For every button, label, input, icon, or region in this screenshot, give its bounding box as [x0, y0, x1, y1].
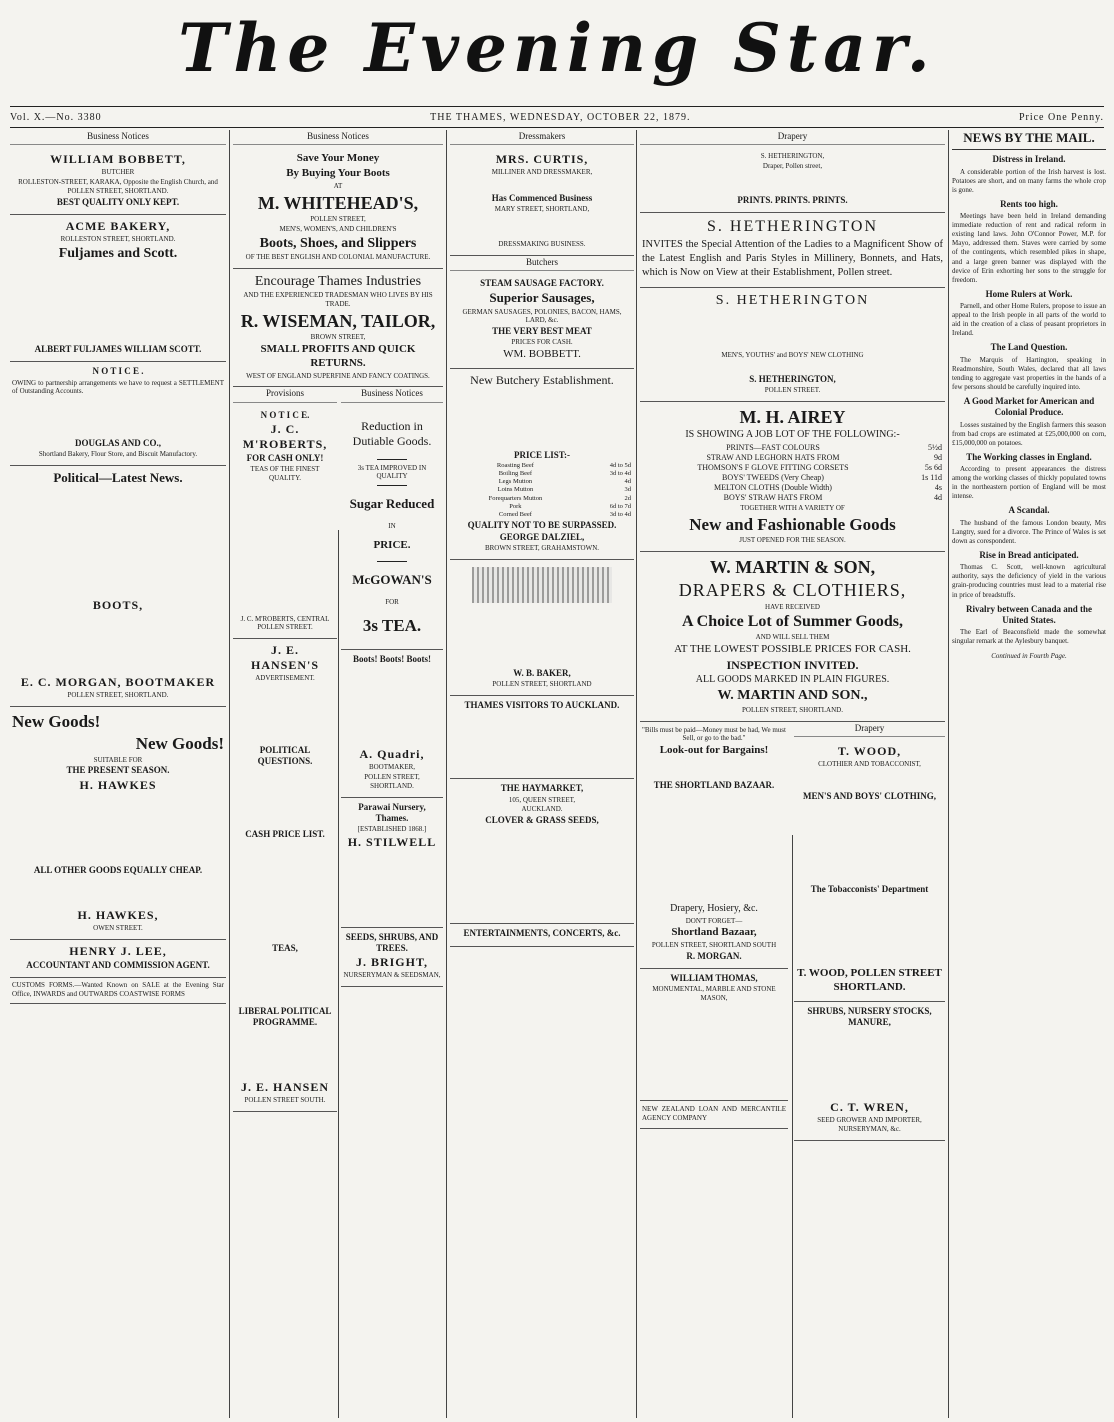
mcgowan-heading: Reduction in Dutiable Goods. — [352, 418, 432, 448]
haymarket-name: THE HAYMARKET, — [500, 783, 584, 794]
continued-note: Continued in Fourth Page. — [991, 652, 1067, 661]
bazaar-look: Look-out for Bargains! — [659, 744, 769, 757]
news-item-heading: Rivalry between Canada and the United States. — [965, 603, 1092, 625]
price-row — [452, 470, 632, 478]
heth3-address: POLLEN STREET. — [764, 386, 821, 395]
heth2-invite: INVITES the Special Attention of the Ladies to a Magnificent Show of the Latest English and Paris Styles in Millinery, Bonnets, and Hats, which is Now on View at their Establishment, Pollen street. — [642, 239, 943, 279]
hansen-intro — [235, 684, 335, 744]
price-value: 2d — [624, 494, 631, 502]
ad-sausage-factory — [450, 274, 634, 369]
new-goods-line1: New Goods! — [12, 712, 101, 731]
hawkes-signature: H. HAWKES, — [77, 907, 159, 922]
wiseman-cloth: WEST OF ENGLAND SUPERFINE AND FANCY COATINGS. — [246, 371, 430, 380]
heth3-body2 — [642, 361, 943, 373]
price-value: 1s 11d — [921, 472, 942, 482]
news-item-heading: Distress in Ireland. — [992, 154, 1066, 165]
price-item: Boiling Beef — [498, 470, 533, 478]
airey-name: M. H. AIREY — [739, 406, 846, 427]
news-item-body: Thomas C. Scott, well-known agricultural authority, says the deficiency of yield in the various grain-producing countries must lead to a material rise in price of breadstuffs. — [952, 563, 1106, 599]
column-4 — [640, 130, 945, 1418]
hansen-name: J. E. HANSEN'S — [250, 643, 320, 672]
ad-dalziel — [450, 369, 634, 560]
price-value: 3d to 4d — [609, 470, 631, 478]
whitehead-line1: Save Your Money — [296, 152, 380, 165]
ad-address: ROLLESTON STREET, SHORTLAND. — [60, 234, 176, 243]
notice-firm: DOUGLAS AND CO., — [74, 438, 161, 448]
roberts-teas: TEAS OF THE FINEST QUALITY. — [250, 465, 320, 482]
haymarket-seeds: CLOVER & GRASS SEEDS, — [485, 815, 599, 826]
ad-quadri — [341, 650, 443, 798]
quadri-address: POLLEN STREET, SHORTLAND. — [364, 773, 420, 790]
ad-bright — [341, 928, 443, 987]
horse-buggy-illustration — [472, 567, 612, 603]
price-item: STRAW AND LEGHORN HATS FROM — [706, 452, 840, 462]
section-heading: Provisions — [233, 387, 337, 402]
thomas-name: WILLIAM THOMAS, — [670, 973, 758, 984]
ad-trade: BUTCHER — [101, 168, 135, 177]
airey-line: IS SHOWING A JOB LOT OF THE FOLLOWING:- — [685, 429, 900, 441]
wood-name: T. WOOD, — [837, 743, 902, 758]
wren-name: C. T. WREN, — [830, 1100, 909, 1115]
news-item-body: Losses sustained by the English farmers this season from bad crops are estimated at £25,000,000 on corn, £15,000,000 on potatoes. — [952, 420, 1106, 447]
ad-firm: Fuljames and Scott. — [58, 245, 178, 261]
dalziel-heading: New Butchery Establishment. — [470, 372, 614, 387]
hawkes-address: OWEN STREET. — [93, 923, 143, 932]
mcgowan-tea3: 3s TEA. — [362, 615, 422, 635]
news-item-heading: A Good Market for American and Colonial Produce. — [963, 396, 1095, 418]
column-2-lower — [233, 387, 443, 1112]
section-heading: Dressmakers — [450, 130, 634, 145]
price-row — [452, 503, 632, 511]
heth1-name: S. HETHERINGTON, — [760, 152, 825, 161]
news-list — [952, 154, 1106, 646]
column-1 — [10, 130, 226, 1418]
price-row — [642, 463, 943, 473]
hawkes-list — [12, 794, 224, 864]
hawkes-ps — [12, 877, 224, 907]
ad-lee — [10, 940, 226, 978]
mcgowan-for: FOR — [385, 598, 399, 606]
curtis-prof: DRESSMAKING BUSINESS. — [498, 240, 586, 248]
price-row — [452, 511, 632, 519]
news-item-body: According to present appearances the distress among the working classes of thickly populated towns in the northeastern portion of England will be most intense. — [952, 465, 1106, 501]
price-item: Roasting Beef — [496, 462, 534, 469]
martin-prices: AT THE LOWEST POSSIBLE PRICES FOR CASH. — [674, 643, 911, 656]
heth1-body — [642, 172, 943, 194]
news-item-heading: Home Rulers at Work. — [985, 288, 1073, 299]
separator — [377, 561, 407, 562]
price-value: 4s — [934, 482, 942, 492]
bazaar-list — [642, 792, 786, 902]
hansen-teas: TEAS, — [272, 942, 298, 953]
martin-marked: ALL GOODS MARKED IN PLAIN FIGURES. — [695, 673, 890, 685]
martin-signature: W. MARTIN AND SON., — [717, 688, 868, 704]
ad-tagline: BEST QUALITY ONLY KEPT. — [56, 196, 180, 207]
ad-wiseman — [233, 269, 443, 388]
business-notices-column — [341, 387, 443, 1112]
ad-thomas — [640, 969, 788, 1101]
provisions-column — [233, 387, 337, 1112]
haymarket-city: AUCKLAND. — [521, 805, 563, 814]
wiseman-street: BROWN STREET, — [310, 333, 366, 342]
ad-bobbett — [10, 148, 226, 215]
bazaar-intro — [642, 759, 786, 779]
hansen-signature: J. E. HANSEN — [240, 1080, 329, 1095]
curtis-start: Has Commenced Business — [491, 193, 593, 203]
dalziel-quality: QUALITY NOT TO BE SURPASSED. — [467, 519, 617, 530]
separator — [377, 459, 407, 460]
news-item-body: Parnell, and other Home Rulers, propose to issue an appeal to the Irish people in all parts of the world to aid in the creation of a class of peasant proprietors in Ireland. — [952, 302, 1106, 338]
ad-wood — [794, 740, 945, 1002]
price-item: Corned Beef — [498, 510, 532, 518]
visitors-heading: THAMES VISITORS TO AUCKLAND. — [464, 700, 620, 711]
notice-filler — [12, 397, 224, 437]
whitehead-sub: OF THE BEST ENGLISH AND COLONIAL MANUFACTURE. — [245, 253, 431, 261]
price-row — [642, 443, 943, 453]
wood-body3 — [796, 896, 943, 966]
news-item-heading: Rise in Bread anticipated. — [979, 549, 1079, 560]
wood-body2 — [796, 803, 943, 883]
news-heading: NEWS BY THE MAIL. — [952, 130, 1106, 150]
wood-column — [794, 722, 945, 1141]
news-item-body: The Marquis of Hartington, speaking in Readmonshire, South Wales, declared that all laws tending to aggregate vast properties in the hands of a few persons should be carefully inquired into. — [952, 355, 1106, 391]
curtis-name: MRS. CURTIS, — [495, 152, 589, 167]
price-value: 3d — [624, 486, 631, 494]
masthead — [0, 0, 1114, 96]
political-heading: Political—Latest News. — [53, 470, 183, 485]
sausage-heading: STEAM SAUSAGE FACTORY. — [480, 278, 604, 288]
news-item-body: The Earl of Beaconsfield made the somewhat singular remark at the Aylesbury banquet. — [952, 628, 1106, 646]
ad-wren — [794, 1002, 945, 1141]
sausage-cash: PRICES FOR CASH. — [511, 338, 573, 347]
price-list-table — [452, 462, 632, 519]
price-row — [642, 493, 943, 503]
dalziel-name: GEORGE DALZIEL, — [499, 532, 585, 543]
price-row — [452, 462, 632, 470]
bright-name: J. BRIGHT, — [355, 955, 429, 970]
dalziel-address: BROWN STREET, GRAHAMSTOWN. — [484, 544, 600, 553]
price-row — [642, 483, 943, 493]
martin-received: HAVE RECEIVED — [765, 602, 820, 611]
ad-bazaar — [640, 722, 788, 970]
price-item: BOYS' STRAW HATS FROM — [723, 492, 823, 502]
wren-body — [796, 1029, 943, 1099]
price-item: PRINTS—FAST COLOURS — [726, 442, 820, 452]
ad-curtis — [450, 148, 634, 256]
whitehead-name: M. WHITEHEAD'S, — [257, 192, 419, 213]
airey-together: TOGETHER WITH A VARIETY OF — [740, 503, 845, 512]
price-value: 4d — [624, 478, 631, 486]
wood-clothing: MEN'S AND BOYS' CLOTHING, — [802, 790, 937, 801]
airey-opened: JUST OPENED FOR THE SEASON. — [739, 535, 846, 544]
bazaar-quote: "Bills must be paid—Money must be had, We must Sell, or go to the bad." — [642, 725, 786, 743]
heth3-body — [642, 310, 943, 350]
whitehead-at: AT — [333, 181, 343, 190]
wiseman-motto: SMALL PROFITS AND QUICK RETURNS. — [260, 343, 416, 369]
heth1-role: Draper, Pollen street, — [762, 162, 823, 170]
nursery-heading: Parawai Nursery, Thames. — [358, 801, 426, 823]
bright-heading: SEEDS, SHRUBS, AND TREES. — [345, 931, 439, 953]
column-4-lower — [640, 722, 945, 1141]
boots-body — [12, 614, 224, 674]
curtis-address: MARY STREET, SHORTLAND, — [494, 205, 590, 214]
column-5-news — [952, 130, 1106, 1418]
mcgowan-name: McGOWAN'S — [352, 571, 432, 587]
price-row — [642, 473, 943, 483]
hansen-cpl: CASH PRICE LIST. — [245, 829, 325, 840]
mcgowan-price: PRICE. — [373, 539, 411, 551]
thomas-body — [642, 1004, 786, 1094]
price-value: 4d — [934, 492, 942, 502]
hansen-address: POLLEN STREET SOUTH. — [244, 1096, 326, 1105]
hansen-pq: POLITICAL QUESTIONS. — [257, 744, 313, 766]
ad-notice — [10, 362, 226, 466]
bright-role: NURSERYMAN & SEEDSMAN, — [343, 971, 441, 980]
news-item-body: The husband of the famous London beauty, Mrs Langtry, sued for a divorce. The Prince of Wales is set down as corespondent. — [952, 518, 1106, 545]
price-item: Loins Mutton — [497, 486, 534, 494]
political-body — [12, 487, 224, 597]
dateline-bar — [10, 106, 1104, 128]
quadri-boots: Boots! Boots! Boots! — [353, 654, 431, 664]
bazaar-short: Shortland Bazaar, — [671, 926, 757, 939]
price-value: 6d to 7d — [609, 502, 631, 510]
haymarket-list — [452, 827, 632, 917]
hawkes-name: H. HAWKES — [79, 777, 157, 792]
new-goods-sub: SUITABLE FOR — [93, 755, 143, 764]
bazaar-column — [640, 722, 788, 1141]
separator — [377, 485, 407, 486]
news-item-body: Meetings have been held in Ireland demanding immediate reduction of rent and radical reform in existing land laws. John O'Connor Power, M.P. for Mayo, addressed them. Staves were carried by some of the contingents, which resembled pikes in shape, and a large green banner was displayed with the device of Erin exhorting her sons to the struggle for freedom. — [952, 212, 1106, 284]
wiseman-sub: AND THE EXPERIENCED TRADESMAN WHO LIVES BY HIS TRADE. — [243, 291, 433, 308]
section-heading: Drapery — [794, 722, 945, 737]
section-heading: Drapery — [640, 130, 945, 145]
baker-address: POLLEN STREET, SHORTLAND — [492, 680, 592, 689]
nursery-body — [343, 851, 441, 921]
ad-address: ROLLESTON-STREET, KARAKA, Opposite the English Church, and POLLEN STREET, SHORTLAND. — [18, 178, 218, 195]
hansen-lpp: LIBERAL POLITICAL PROGRAMME. — [238, 1005, 332, 1027]
bazaar-signature: R. MORGAN. — [686, 950, 742, 961]
baker-body — [452, 607, 632, 667]
quadri-name: A. Quadri, — [359, 747, 425, 762]
section-heading: Business Notices — [341, 387, 443, 402]
new-goods-season: THE PRESENT SEASON. — [66, 765, 170, 776]
price-row — [642, 453, 943, 463]
nursery-name: H. STILWELL — [347, 834, 437, 849]
ad-political — [10, 466, 226, 707]
column-rule — [948, 130, 949, 1418]
news-item-body: A considerable portion of the Irish harvest is lost. Potatoes are short, and on many farms the whole crop is gone. — [952, 167, 1106, 194]
price-value: 4d to 5d — [609, 462, 631, 469]
ad-hetherington-1 — [640, 148, 945, 213]
mcgowan-in: IN — [388, 522, 396, 531]
price-item: Legs Mutton — [498, 478, 533, 486]
ad-hetherington-3 — [640, 288, 945, 402]
mcgowan-tea: 3s TEA IMPROVED IN QUALITY — [357, 463, 427, 481]
price-row — [452, 486, 632, 494]
wood-body — [796, 770, 943, 790]
baker-name: W. B. BAKER, — [513, 668, 571, 679]
wood-tobacco: The Tobacconists' Department — [810, 883, 929, 894]
sausage-meat: THE VERY BEST MEAT — [492, 326, 592, 336]
ad-baker — [450, 560, 634, 696]
price-value: 5½d — [928, 442, 942, 452]
notice-address: Shortland Bakery, Flour Store, and Biscuit Manufactory. — [38, 450, 198, 459]
notice-body: OWING to partnership arrangements we have to request a SETTLEMENT of Outstanding Accounts. — [12, 378, 224, 396]
section-heading: Butchers — [450, 256, 634, 271]
martin-sell: AND WILL SELL THEM — [755, 633, 830, 642]
hansen-sub: ADVERTISEMENT. — [255, 674, 315, 682]
hansen-lpp-body — [235, 1029, 335, 1079]
bazaar-forget: DON'T FORGET— — [685, 916, 743, 925]
ad-hansen — [233, 639, 337, 1112]
visitors-body — [452, 712, 632, 772]
wren-role: SEED GROWER AND IMPORTER, NURSERYMAN, &c. — [817, 1116, 922, 1133]
martin-inspection: INSPECTION INVITED. — [726, 657, 859, 672]
boots-heading: BOOTS, — [92, 598, 144, 613]
ad-customs-forms: CUSTOMS FORMS.—Wanted Known on SALE at the Evening Star Office, INWARDS and OUTWARDS COASTWISE FORMS — [10, 978, 226, 1005]
column-rule — [446, 130, 447, 1418]
news-item-heading: The Land Question. — [990, 342, 1068, 353]
ad-whitehead — [233, 148, 443, 269]
price-item: Pork — [509, 502, 522, 510]
ad-name: WILLIAM BOBBETT, — [50, 152, 186, 167]
lee-role: ACCOUNTANT AND COMMISSION AGENT. — [26, 959, 210, 970]
roberts-cash: FOR CASH ONLY! — [246, 452, 324, 463]
news-item-heading: The Working classes in England. — [966, 451, 1092, 462]
issue-date: THE THAMES, WEDNESDAY, OCTOBER 22, 1879. — [430, 111, 691, 123]
wood-shortland: T. WOOD, POLLEN STREET SHORTLAND. — [797, 967, 942, 993]
wiseman-heading: Encourage Thames Industries — [254, 273, 422, 289]
price-row — [452, 478, 632, 486]
price-item: BOYS' TWEEDS (Very Cheap) — [722, 472, 824, 482]
morgan-address: POLLEN STREET, SHORTLAND. — [67, 691, 169, 700]
heth2-name: S. HETHERINGTON — [706, 218, 879, 235]
ad-new-goods — [10, 707, 226, 940]
whitehead-line2: By Buying Your Boots — [286, 167, 390, 179]
martin-role: DRAPERS & CLOTHIERS, — [678, 580, 907, 601]
thomas-role: MONUMENTAL, MARBLE AND STONE MASON, — [652, 985, 776, 1003]
news-item-heading: Rents too high. — [1000, 198, 1058, 209]
morgan-name: E. C. MORGAN, BOOTMAKER — [20, 675, 216, 690]
mcgowan-sugar: Sugar Reduced — [349, 496, 435, 511]
ad-mcgowan — [341, 406, 443, 651]
whitehead-stock: MEN'S, WOMEN'S, AND CHILDREN'S — [279, 224, 397, 233]
heth3-clothing: MEN'S, YOUTHS' and BOYS' NEW CLOTHING — [721, 351, 864, 360]
nz-loan-heading: NEW ZEALAND LOAN AND MERCANTILE AGENCY COMPANY — [642, 1104, 786, 1122]
column-rule — [636, 130, 637, 1418]
hansen-cpl-body — [235, 842, 335, 942]
airey-goods: New and Fashionable Goods — [689, 514, 896, 534]
whitehead-goods: Boots, Shoes, and Slippers — [259, 235, 417, 251]
curtis-role: MILLINER AND DRESSMAKER, — [491, 168, 593, 177]
price-value: 5s 6d — [924, 462, 942, 472]
quadri-trade: BOOTMAKER, — [368, 763, 416, 772]
heth1-prints: PRINTS. PRINTS. PRINTS. — [737, 194, 848, 205]
ad-roberts — [233, 406, 337, 640]
airey-price-table — [642, 443, 943, 503]
ad-visitors — [450, 696, 634, 779]
martin-address: POLLEN STREET, SHORTLAND. — [742, 705, 843, 714]
roberts-name: J. C. M'ROBERTS, — [242, 421, 328, 451]
dalziel-body — [452, 389, 632, 449]
martin-name: W. MARTIN & SON, — [709, 556, 876, 577]
price-item: MELTON CLOTHS (Double Width) — [713, 482, 832, 492]
sausage-items: GERMAN SAUSAGES, POLONIES, BACON, HAMS, LARD, &c. — [462, 307, 622, 325]
entertain-heading: ENTERTAINMENTS, CONCERTS, &c. — [463, 928, 621, 939]
wiseman-name: R. WISEMAN, TAILOR, — [240, 310, 436, 331]
ad-entertainments — [450, 924, 634, 946]
hansen-pq-body — [235, 768, 335, 828]
section-heading: Business Notices — [233, 130, 443, 145]
hansen-teas-body — [235, 955, 335, 1005]
ad-signature: ALBERT FULJAMES WILLIAM SCOTT. — [34, 344, 202, 354]
ad-nz-loan — [640, 1101, 788, 1130]
wood-role: CLOTHIER AND TOBACCONIST, — [818, 759, 921, 768]
wren-heading: SHRUBS, NURSERY STOCKS, MANURE, — [807, 1005, 932, 1027]
ad-nursery — [341, 798, 443, 928]
heth3-name: S. HETHERINGTON — [715, 292, 870, 308]
volume-number: Vol. X.—No. 3380 — [10, 111, 102, 123]
ad-haymarket — [450, 779, 634, 924]
price-item: THOMSON'S F GLOVE FITTING CORSETS — [697, 462, 849, 472]
heth3-signature: S. HETHERINGTON, — [749, 373, 836, 384]
column-3 — [450, 130, 634, 1418]
column-rule — [229, 130, 230, 1418]
curtis-body2 — [452, 215, 632, 239]
price-value: 9d — [934, 452, 942, 462]
newspaper-title: The Evening Star. — [178, 9, 936, 87]
curtis-body — [452, 178, 632, 192]
lee-name: HENRY J. LEE, — [69, 943, 167, 958]
bazaar-drapery: Drapery, Hosiery, &c. — [670, 903, 758, 915]
new-goods-line2: New Goods! — [135, 734, 224, 754]
sausage-name: WM. BOBBETT. — [503, 348, 581, 360]
price-row — [452, 495, 632, 503]
ad-hetherington-2 — [640, 213, 945, 288]
martin-summer: A Choice Lot of Summer Goods, — [681, 613, 904, 631]
ad-body — [12, 263, 224, 343]
ad-martin — [640, 552, 945, 722]
roberts-price-list — [235, 484, 335, 614]
price: Price One Penny. — [1018, 111, 1104, 123]
bazaar-name: THE SHORTLAND BAZAAR. — [653, 779, 775, 790]
ad-name: ACME BAKERY, — [65, 218, 171, 233]
haymarket-address: 105, QUEEN STREET, — [508, 795, 576, 804]
section-heading: Business Notices — [10, 130, 226, 145]
notice-heading: N O T I C E . — [92, 366, 144, 377]
hawkes-note: ALL OTHER GOODS EQUALLY CHEAP. — [33, 864, 203, 875]
roberts-signature: J. C. M'ROBERTS, CENTRAL POLLEN STREET. — [240, 614, 330, 632]
ad-airey — [640, 402, 945, 552]
column-2 — [233, 130, 443, 1418]
whitehead-street: POLLEN STREET, — [310, 215, 366, 223]
nursery-established: [ESTABLISHED 1868.] — [357, 825, 427, 833]
roberts-notice: N O T I C E. — [260, 409, 310, 420]
ad-acme-bakery — [10, 215, 226, 363]
price-value: 3d to 4d — [609, 510, 631, 518]
news-item-heading: A Scandal. — [1008, 505, 1050, 516]
price-item: Forequarters Mutton — [488, 494, 543, 502]
quadri-body — [343, 666, 441, 746]
dalziel-list-head: PRICE LIST:- — [513, 449, 571, 460]
bazaar-address: POLLEN STREET, SHORTLAND SOUTH — [651, 941, 777, 950]
sausage-sub: Superior Sausages, — [489, 290, 595, 306]
